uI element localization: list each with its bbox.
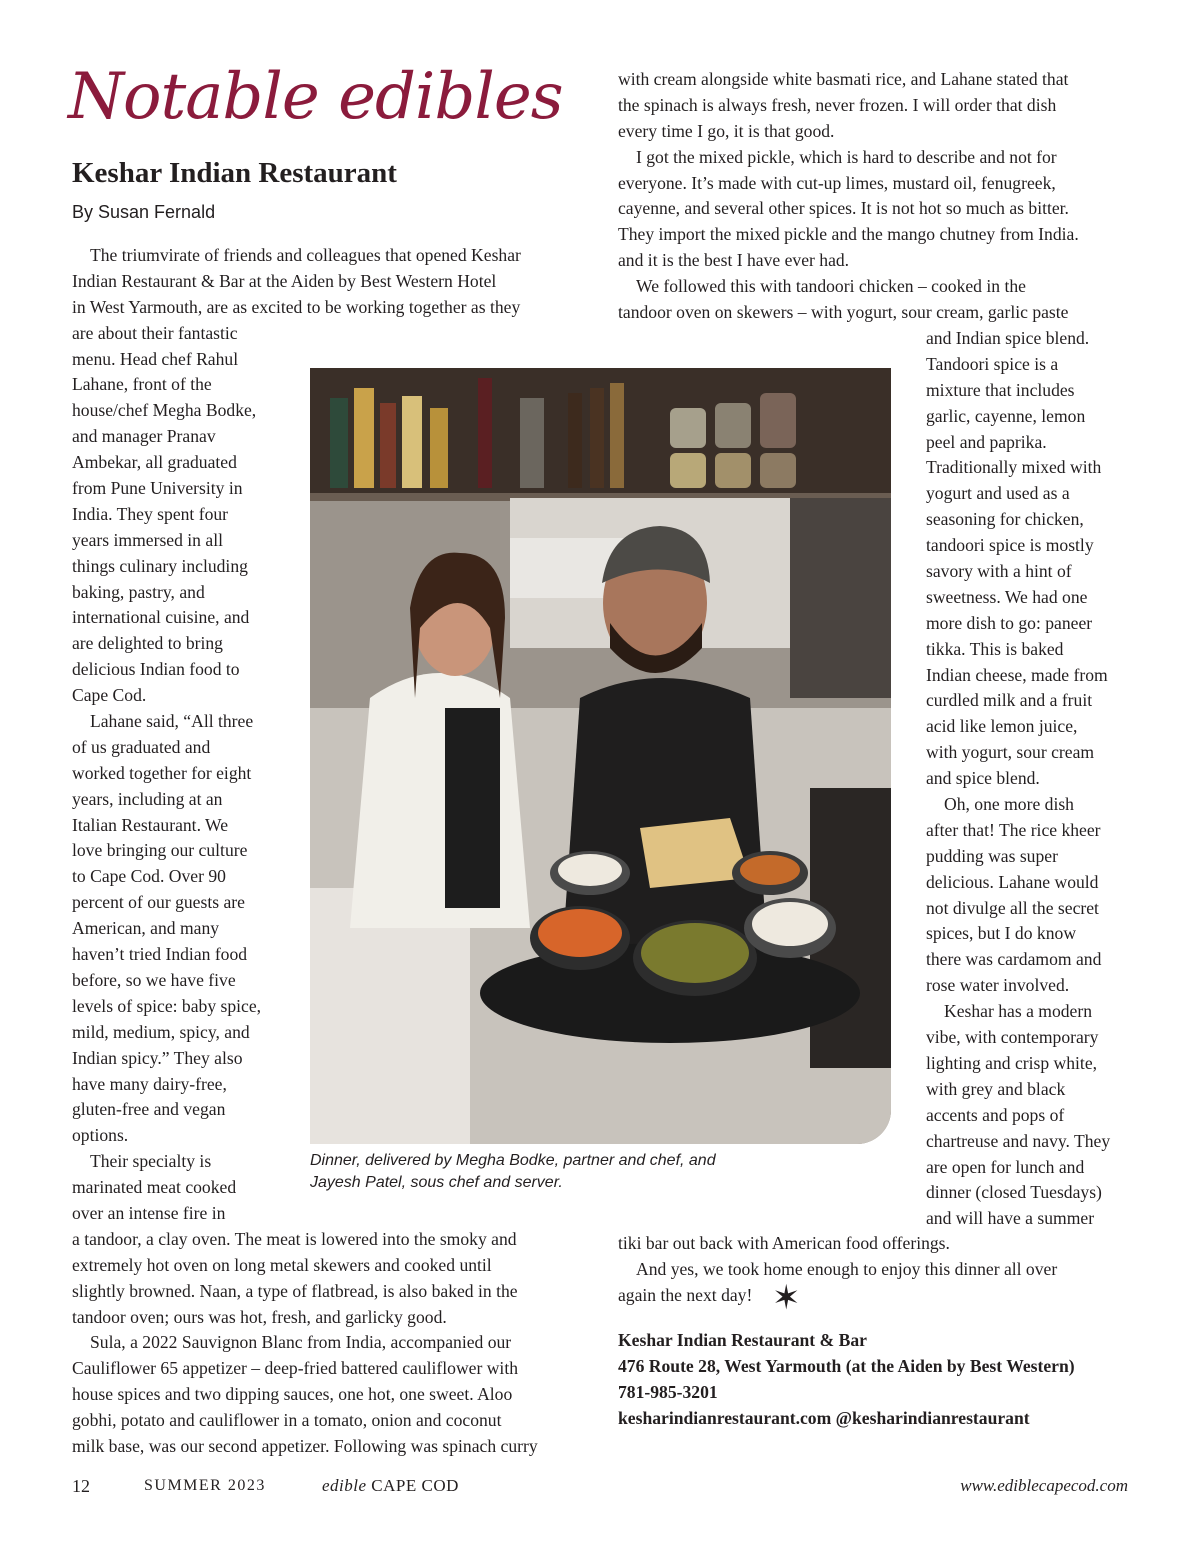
text-line: and manager Pranav [72,426,216,447]
text-line: not divulge all the secret [926,897,1099,918]
text-line: savory with a hint of [926,561,1072,582]
text-line: have many dairy-free, [72,1073,227,1094]
text-line: Italian Restaurant. We [72,814,229,835]
text-line: menu. Head chef Rahul [72,348,239,369]
text-line: percent of our guests are [72,892,245,913]
text-line: cayenne, and several other spices. It is not hot so much as bitter. [618,198,1069,219]
text-line: every time I go, it is that good. [618,120,835,141]
caption-line: Dinner, delivered by Megha Bodke, partner and chef, and [310,1152,716,1169]
magazine-name-rest: CAPE COD [366,1476,459,1495]
text-line: Indian cheese, made from [926,664,1108,685]
right-column-narrow [926,326,1110,1232]
text-line: The triumvirate of friends and colleagues that opened Keshar [90,245,521,265]
text-line: mixture that includes [926,379,1075,400]
text-line: there was cardamom and [926,949,1102,970]
text-line: dinner (closed Tuesdays) [926,1182,1102,1203]
text-line: Oh, one more dish [944,794,1074,815]
text-line: tandoori spice is mostly [926,535,1094,556]
website-url: www.ediblecapecod.com [960,1476,1128,1495]
text-line: things culinary including [72,555,248,576]
photo-illustration [310,368,891,1144]
text-line: a tandoor, a clay oven. The meat is lowered into the smoky and [72,1228,517,1249]
text-line: seasoning for chicken, [926,509,1084,530]
text-line: options. [72,1125,129,1146]
text-line: the spinach is always fresh, never frozen. I will order that dish [618,94,1057,115]
text-line: gluten-free and vegan [72,1099,226,1120]
text-line: rose water involved. [926,975,1070,996]
text-line: gobhi, potato and cauliflower in a tomato, onion and coconut [72,1410,502,1431]
text-line: years, including at an [72,788,223,809]
text-line: American, and many [72,918,220,939]
text-line: and will have a summer [926,1208,1095,1229]
section-title: Notable edibles [68,60,563,134]
text-line: accents and pops of [926,1104,1065,1125]
text-line: again the next day! [618,1284,753,1305]
text-line: to Cape Cod. Over 90 [72,866,226,887]
text-line: mild, medium, spicy, and [72,1021,250,1042]
text-line: after that! The rice kheer [926,819,1101,840]
text-line: and spice blend. [926,768,1040,789]
text-line: over an intense fire in [72,1202,226,1223]
text-line: from Pune University in [72,478,243,499]
text-line: pudding was super [926,845,1058,866]
text-line: curdled milk and a fruit [926,690,1093,711]
text-line: with cream alongside white basmati rice, and Lahane stated that [618,69,1069,89]
text-line: everyone. It’s made with cut-up limes, mustard oil, fenugreek, [618,172,1056,193]
text-line: Lahane said, “All three [90,711,254,732]
text-line: I got the mixed pickle, which is hard to describe and not for [636,146,1057,167]
text-line: in West Yarmouth, are as excited to be working together as they [72,296,521,317]
text-line: and it is the best I have ever had. [618,250,850,271]
text-line: slightly browned. Naan, a type of flatbread, is also baked in the [72,1280,518,1301]
text-line: yogurt and used as a [926,483,1070,504]
text-line: are about their fantastic [72,322,238,343]
right-column-top [618,67,1079,326]
text-line: years immersed in all [72,529,223,550]
magazine-name [322,1474,459,1498]
caption-line: Jayesh Patel, sous chef and server. [310,1174,563,1191]
text-line: love bringing our culture [72,840,248,861]
text-line: haven’t tried Indian food [72,944,248,965]
text-line: chartreuse and navy. They [926,1130,1111,1151]
text-line: marinated meat cooked [72,1177,237,1198]
text-line: are delighted to bring [72,633,223,654]
text-line: peel and paprika. [926,431,1047,452]
magazine-name-italic: edible [322,1476,367,1495]
text-line: Ambekar, all graduated [72,452,237,473]
text-line: before, so we have five [72,969,236,990]
text-line: worked together for eight [72,762,252,783]
restaurant-address: 476 Route 28, West Yarmouth (at the Aiden by Best Western) [618,1356,1075,1376]
text-line: spices, but I do know [926,923,1077,944]
text-line: vibe, with contemporary [926,1027,1099,1048]
text-line: of us graduated and [72,736,211,757]
photo-caption [310,1150,910,1194]
text-line: delicious Indian food to [72,659,240,680]
text-line: tiki bar out back with American food offerings. [618,1233,950,1253]
text-line: more dish to go: paneer [926,612,1093,633]
text-line: tandoor oven on skewers – with yogurt, sour cream, garlic paste [618,302,1069,323]
text-line: Tandoori spice is a [926,353,1059,374]
shelf-cabinet [790,498,891,698]
text-line: We followed this with tandoori chicken – cooked in the [636,276,1026,297]
text-line: and Indian spice blend. [926,328,1090,348]
text-line: They import the mixed pickle and the mango chutney from India. [618,224,1079,245]
text-line: with grey and black [926,1078,1066,1099]
text-line: And yes, we took home enough to enjoy this dinner all over [636,1258,1058,1279]
text-line: Indian Restaurant & Bar at the Aiden by Best Western Hotel [72,270,497,291]
text-line: house/chef Megha Bodke, [72,400,257,421]
text-line: Sula, a 2022 Sauvignon Blanc from India, accompanied our [90,1332,512,1353]
text-line: Their specialty is [90,1151,212,1172]
text-line: Lahane, front of the [72,374,212,395]
byline: By Susan Fernald [72,202,216,222]
text-line: international cuisine, and [72,607,250,628]
restaurant-phone: 781-985-3201 [618,1382,718,1402]
right-column-bottom [618,1231,1057,1309]
text-line: lighting and crisp white, [926,1052,1098,1073]
text-line: Cape Cod. [72,685,147,706]
text-line: milk base, was our second appetizer. Following was spinach curry [72,1435,538,1456]
text-line: tikka. This is baked [926,638,1064,659]
text-line: delicious. Lahane would [926,871,1099,892]
text-line: sweetness. We had one [926,586,1088,607]
restaurant-photo [310,368,891,1144]
page-number: 12 [72,1476,90,1496]
text-line: with yogurt, sour cream [926,742,1095,763]
text-line: acid like lemon juice, [926,716,1078,737]
text-line: garlic, cayenne, lemon [926,405,1086,426]
text-line: Traditionally mixed with [926,457,1102,478]
restaurant-web: kesharindianrestaurant.com @kesharindianrestaurant [618,1408,1030,1428]
restaurant-info-box [618,1327,1075,1431]
restaurant-name: Keshar Indian Restaurant & Bar [618,1330,867,1350]
issue-label: SUMMER 2023 [144,1477,266,1494]
text-line: extremely hot oven on long metal skewers and cooked until [72,1254,492,1275]
text-line: Keshar has a modern [944,1001,1093,1022]
text-line: Cauliflower 65 appetizer – deep-fried battered cauliflower with [72,1358,519,1379]
text-line: are open for lunch and [926,1156,1085,1177]
text-line: tandoor oven; ours was hot, fresh, and garlicky good. [72,1306,447,1327]
article-headline: Keshar Indian Restaurant [72,157,397,189]
text-line: India. They spent four [72,503,229,524]
text-line: levels of spice: baby spice, [72,995,262,1016]
text-line: baking, pastry, and [72,581,205,602]
asterisk-star-icon: ✶ [772,1278,801,1318]
text-line: house spices and two dipping sauces, one hot, one sweet. Aloo [72,1384,513,1405]
text-line: Indian spicy.” They also [72,1047,243,1068]
